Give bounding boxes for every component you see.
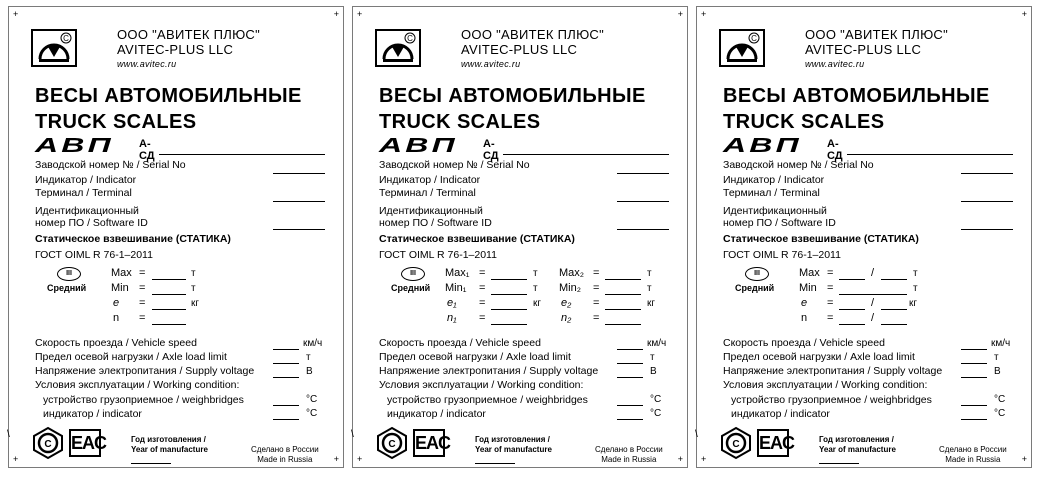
terminal-blank xyxy=(961,201,1013,202)
nameplate-1 xyxy=(8,6,344,468)
min-label: Min xyxy=(799,282,817,294)
software-label-1: Идентификационный xyxy=(379,205,483,217)
divider xyxy=(847,154,1013,155)
gost-letter: С xyxy=(388,439,396,450)
serial-label: Заводской номер № / Serial No xyxy=(35,159,186,171)
product-title-en: TRUCK SCALES xyxy=(723,111,885,133)
min2-label: Min₂ xyxy=(559,282,581,294)
speed-label: Скорость проезда / Vehicle speed xyxy=(35,337,197,349)
eac-mark-icon: EAC xyxy=(757,429,789,457)
voltage-label: Напряжение электропитания / Supply voltage xyxy=(379,365,599,377)
max1-label: Max₁ xyxy=(445,267,470,279)
brand-logo: АВП xyxy=(723,135,802,157)
min1-blank xyxy=(491,294,527,295)
model-block xyxy=(379,135,499,162)
company-block xyxy=(117,27,260,72)
company-name-en: AVITEC-PLUS LLC xyxy=(461,42,578,57)
axle-unit: т xyxy=(306,352,311,363)
eq-sign: = xyxy=(479,312,486,324)
accuracy-class-badge: III xyxy=(57,267,81,281)
max-label: Max xyxy=(111,267,132,279)
left-mark: \ xyxy=(695,429,698,440)
indicator-temp-unit: °С xyxy=(306,408,318,419)
n-blank-2 xyxy=(881,324,907,325)
made-in-block xyxy=(251,445,319,465)
indicator-label: Индикатор / Indicator xyxy=(723,174,825,186)
conditions-label: Условия эксплуатации / Working condition: xyxy=(379,379,584,391)
made-in-block xyxy=(939,445,1007,465)
max-unit: т xyxy=(191,268,196,279)
eq-sign: = xyxy=(593,297,600,309)
software-blank xyxy=(617,229,669,230)
weighbridges-label: устройство грузоприемное / weighbridges xyxy=(387,394,588,406)
company-name-ru: ООО "АВИТЕК ПЛЮС" xyxy=(461,27,605,42)
year-label-en: Year of manufacture xyxy=(819,445,896,454)
n-label: n xyxy=(113,312,120,324)
speed-blank xyxy=(961,349,987,350)
gost-letter: С xyxy=(44,439,52,450)
accuracy-class-badge: III xyxy=(401,267,425,281)
eac-mark-icon: EAC xyxy=(69,429,101,457)
max-blank xyxy=(152,279,186,280)
serial-label: Заводской номер № / Serial No xyxy=(379,159,530,171)
brand-logo: АВП xyxy=(379,135,458,157)
year-label-ru: Год изготовления / xyxy=(819,435,894,444)
logo-letter: С xyxy=(63,34,69,43)
indicator-temp-blank xyxy=(273,419,299,420)
conditions-label: Условия эксплуатации / Working condition: xyxy=(723,379,928,391)
min-label: Min xyxy=(111,282,129,294)
voltage-blank xyxy=(961,377,987,378)
accuracy-class-badge: III xyxy=(745,267,769,281)
terminal-blank xyxy=(617,201,669,202)
avitec-logo-icon xyxy=(375,29,421,67)
product-title-ru: ВЕСЫ АВТОМОБИЛЬНЫЕ xyxy=(35,85,302,107)
model-name: А-СД xyxy=(827,138,843,162)
weighbridges-label: устройство грузоприемное / weighbridges xyxy=(43,394,244,406)
e2-unit: кг xyxy=(647,298,656,309)
terminal-blank xyxy=(273,201,325,202)
n-label: n xyxy=(801,312,808,324)
eq-sign: = xyxy=(827,312,834,324)
eq-sign: = xyxy=(139,267,146,279)
axle-label: Предел осевой нагрузки / Axle load limit xyxy=(379,351,571,363)
min1-unit: т xyxy=(533,283,538,294)
conditions-label: Условия эксплуатации / Working condition: xyxy=(35,379,240,391)
weighbridges-blank xyxy=(617,405,643,406)
e1-label: e₁ xyxy=(447,297,457,309)
max1-unit: т xyxy=(533,268,538,279)
software-blank xyxy=(273,229,325,230)
software-label-2: номер ПО / Software ID xyxy=(379,217,492,229)
made-in-ru: Сделано в России xyxy=(939,445,1007,454)
max2-label: Max₂ xyxy=(559,267,585,279)
axle-unit: т xyxy=(994,352,999,363)
n2-label: n₂ xyxy=(561,312,572,324)
product-title-en: TRUCK SCALES xyxy=(35,111,197,133)
gost-letter: С xyxy=(732,439,740,450)
company-name-ru: ООО "АВИТЕК ПЛЮС" xyxy=(805,27,949,42)
n-blank xyxy=(152,324,186,325)
min-blank xyxy=(839,294,907,295)
accuracy-class-name: Средний xyxy=(735,283,775,293)
company-website: www.avitec.ru xyxy=(805,59,865,69)
terminal-label: Терминал / Terminal xyxy=(723,187,820,199)
software-blank xyxy=(961,229,1013,230)
corner-mark: + xyxy=(1021,9,1027,19)
divider xyxy=(503,154,669,155)
weighbridges-unit: °С xyxy=(306,394,318,405)
n1-label: n₁ xyxy=(447,312,457,324)
speed-unit: км/ч xyxy=(303,338,323,349)
min-unit: т xyxy=(913,283,918,294)
e-unit: кг xyxy=(191,298,200,309)
logo-letter: С xyxy=(407,34,413,43)
product-title-ru: ВЕСЫ АВТОМОБИЛЬНЫЕ xyxy=(379,85,646,107)
model-name: А-СД xyxy=(139,138,155,162)
year-label-en: Year of manufacture xyxy=(475,445,552,454)
max-unit: т xyxy=(913,268,918,279)
axle-blank xyxy=(617,363,643,364)
weighbridges-label: устройство грузоприемное / weighbridges xyxy=(731,394,932,406)
software-label-2: номер ПО / Software ID xyxy=(35,217,148,229)
serial-blank xyxy=(617,173,669,174)
year-label-ru: Год изготовления / xyxy=(475,435,550,444)
year-blank xyxy=(131,463,171,464)
divider xyxy=(159,154,325,155)
e1-blank xyxy=(491,309,527,310)
made-in-ru: Сделано в России xyxy=(595,445,663,454)
max1-blank xyxy=(491,279,527,280)
model-name: А-СД xyxy=(483,138,499,162)
speed-unit: км/ч xyxy=(991,338,1011,349)
e-label: e xyxy=(801,297,808,309)
corner-mark: + xyxy=(357,454,363,464)
year-block xyxy=(819,435,896,455)
accuracy-class-name: Средний xyxy=(47,283,87,293)
company-block xyxy=(461,27,604,72)
slash: / xyxy=(871,267,875,279)
speed-blank xyxy=(617,349,643,350)
corner-mark: + xyxy=(701,9,707,19)
e-blank-1 xyxy=(839,309,865,310)
left-mark: \ xyxy=(7,429,10,440)
eq-sign: = xyxy=(479,282,486,294)
eq-sign: = xyxy=(139,312,146,324)
standard-label: ГОСТ OIML R 76-1–2011 xyxy=(35,249,153,261)
indicator-temp-label: индикатор / indicator xyxy=(43,408,142,420)
year-label-ru: Год изготовления / xyxy=(131,435,206,444)
eq-sign: = xyxy=(593,267,600,279)
year-label-en: Year of manufacture xyxy=(131,445,208,454)
gost-mark-icon xyxy=(33,427,63,459)
made-in-en: Made in Russia xyxy=(257,455,313,464)
model-block xyxy=(35,135,155,162)
accuracy-class-name: Средний xyxy=(391,283,431,293)
min-blank xyxy=(152,294,186,295)
serial-label: Заводской номер № / Serial No xyxy=(723,159,874,171)
voltage-label: Напряжение электропитания / Supply voltage xyxy=(35,365,255,377)
nameplate-3 xyxy=(696,6,1032,468)
speed-unit: км/ч xyxy=(647,338,667,349)
n1-blank xyxy=(491,324,527,325)
product-title-en: TRUCK SCALES xyxy=(379,111,541,133)
corner-mark: + xyxy=(333,454,339,464)
serial-blank xyxy=(961,173,1013,174)
e-label: e xyxy=(113,297,120,309)
voltage-unit: В xyxy=(994,366,1001,377)
made-in-block xyxy=(595,445,663,465)
corner-mark: + xyxy=(701,454,707,464)
indicator-temp-blank xyxy=(961,419,987,420)
corner-mark: + xyxy=(677,9,683,19)
axle-unit: т xyxy=(650,352,655,363)
e-blank-2 xyxy=(881,309,907,310)
max-blank-1 xyxy=(839,279,865,280)
speed-label: Скорость проезда / Vehicle speed xyxy=(723,337,885,349)
e1-unit: кг xyxy=(533,298,542,309)
max-blank-2 xyxy=(881,279,907,280)
year-blank xyxy=(475,463,515,464)
weighbridges-blank xyxy=(961,405,987,406)
weighbridges-blank xyxy=(273,405,299,406)
max-label: Max xyxy=(799,267,820,279)
brand-logo: АВП xyxy=(35,135,114,157)
indicator-temp-unit: °С xyxy=(994,408,1006,419)
indicator-temp-unit: °С xyxy=(650,408,662,419)
made-in-en: Made in Russia xyxy=(601,455,657,464)
eq-sign: = xyxy=(139,297,146,309)
e2-label: e₂ xyxy=(561,297,572,309)
left-mark: \ xyxy=(351,429,354,440)
serial-blank xyxy=(273,173,325,174)
slash: / xyxy=(871,297,875,309)
axle-label: Предел осевой нагрузки / Axle load limit xyxy=(35,351,227,363)
e-unit: кг xyxy=(909,298,918,309)
terminal-label: Терминал / Terminal xyxy=(379,187,476,199)
indicator-temp-blank xyxy=(617,419,643,420)
made-in-en: Made in Russia xyxy=(945,455,1001,464)
speed-label: Скорость проезда / Vehicle speed xyxy=(379,337,541,349)
avitec-logo-icon xyxy=(31,29,77,67)
year-block xyxy=(475,435,552,455)
axle-label: Предел осевой нагрузки / Axle load limit xyxy=(723,351,915,363)
n2-blank xyxy=(605,324,641,325)
indicator-temp-label: индикатор / indicator xyxy=(387,408,486,420)
company-block xyxy=(805,27,948,72)
min1-label: Min₁ xyxy=(445,282,467,294)
weighbridges-unit: °С xyxy=(650,394,662,405)
max2-blank xyxy=(605,279,641,280)
indicator-label: Индикатор / Indicator xyxy=(379,174,481,186)
static-weighing-label: Статическое взвешивание (СТАТИКА) xyxy=(35,233,231,245)
corner-mark: + xyxy=(357,9,363,19)
company-website: www.avitec.ru xyxy=(117,59,177,69)
eq-sign: = xyxy=(593,312,600,324)
nameplate-2 xyxy=(352,6,688,468)
voltage-label: Напряжение электропитания / Supply voltage xyxy=(723,365,943,377)
n-blank-1 xyxy=(839,324,865,325)
slash: / xyxy=(871,312,875,324)
static-weighing-label: Статическое взвешивание (СТАТИКА) xyxy=(723,233,919,245)
min-unit: т xyxy=(191,283,196,294)
corner-mark: + xyxy=(13,454,19,464)
corner-mark: + xyxy=(333,9,339,19)
company-name-en: AVITEC-PLUS LLC xyxy=(805,42,922,57)
terminal-label: Терминал / Terminal xyxy=(35,187,132,199)
indicator-temp-label: индикатор / indicator xyxy=(731,408,830,420)
made-in-ru: Сделано в России xyxy=(251,445,319,454)
corner-mark: + xyxy=(677,454,683,464)
company-website: www.avitec.ru xyxy=(461,59,521,69)
indicator-label: Индикатор / Indicator xyxy=(35,174,137,186)
max2-unit: т xyxy=(647,268,652,279)
corner-mark: + xyxy=(13,9,19,19)
voltage-unit: В xyxy=(306,366,313,377)
model-block xyxy=(723,135,843,162)
standard-label: ГОСТ OIML R 76-1–2011 xyxy=(379,249,497,261)
software-label-1: Идентификационный xyxy=(723,205,827,217)
company-name-en: AVITEC-PLUS LLC xyxy=(117,42,234,57)
eq-sign: = xyxy=(827,267,834,279)
avitec-logo-icon xyxy=(719,29,765,67)
static-weighing-label: Статическое взвешивание (СТАТИКА) xyxy=(379,233,575,245)
eq-sign: = xyxy=(593,282,600,294)
min2-unit: т xyxy=(647,283,652,294)
weighbridges-unit: °С xyxy=(994,394,1006,405)
company-name-ru: ООО "АВИТЕК ПЛЮС" xyxy=(117,27,261,42)
product-title-ru: ВЕСЫ АВТОМОБИЛЬНЫЕ xyxy=(723,85,990,107)
gost-mark-icon xyxy=(721,427,751,459)
logo-letter: С xyxy=(751,34,757,43)
year-block xyxy=(131,435,208,455)
voltage-unit: В xyxy=(650,366,657,377)
software-label-2: номер ПО / Software ID xyxy=(723,217,836,229)
axle-blank xyxy=(273,363,299,364)
eq-sign: = xyxy=(479,267,486,279)
standard-label: ГОСТ OIML R 76-1–2011 xyxy=(723,249,841,261)
eq-sign: = xyxy=(479,297,486,309)
e-blank xyxy=(152,309,186,310)
eac-mark-icon: EAC xyxy=(413,429,445,457)
speed-blank xyxy=(273,349,299,350)
gost-mark-icon xyxy=(377,427,407,459)
eq-sign: = xyxy=(827,282,834,294)
voltage-blank xyxy=(617,377,643,378)
eq-sign: = xyxy=(139,282,146,294)
e2-blank xyxy=(605,309,641,310)
year-blank xyxy=(819,463,859,464)
min2-blank xyxy=(605,294,641,295)
eq-sign: = xyxy=(827,297,834,309)
corner-mark: + xyxy=(1021,454,1027,464)
axle-blank xyxy=(961,363,987,364)
voltage-blank xyxy=(273,377,299,378)
software-label-1: Идентификационный xyxy=(35,205,139,217)
